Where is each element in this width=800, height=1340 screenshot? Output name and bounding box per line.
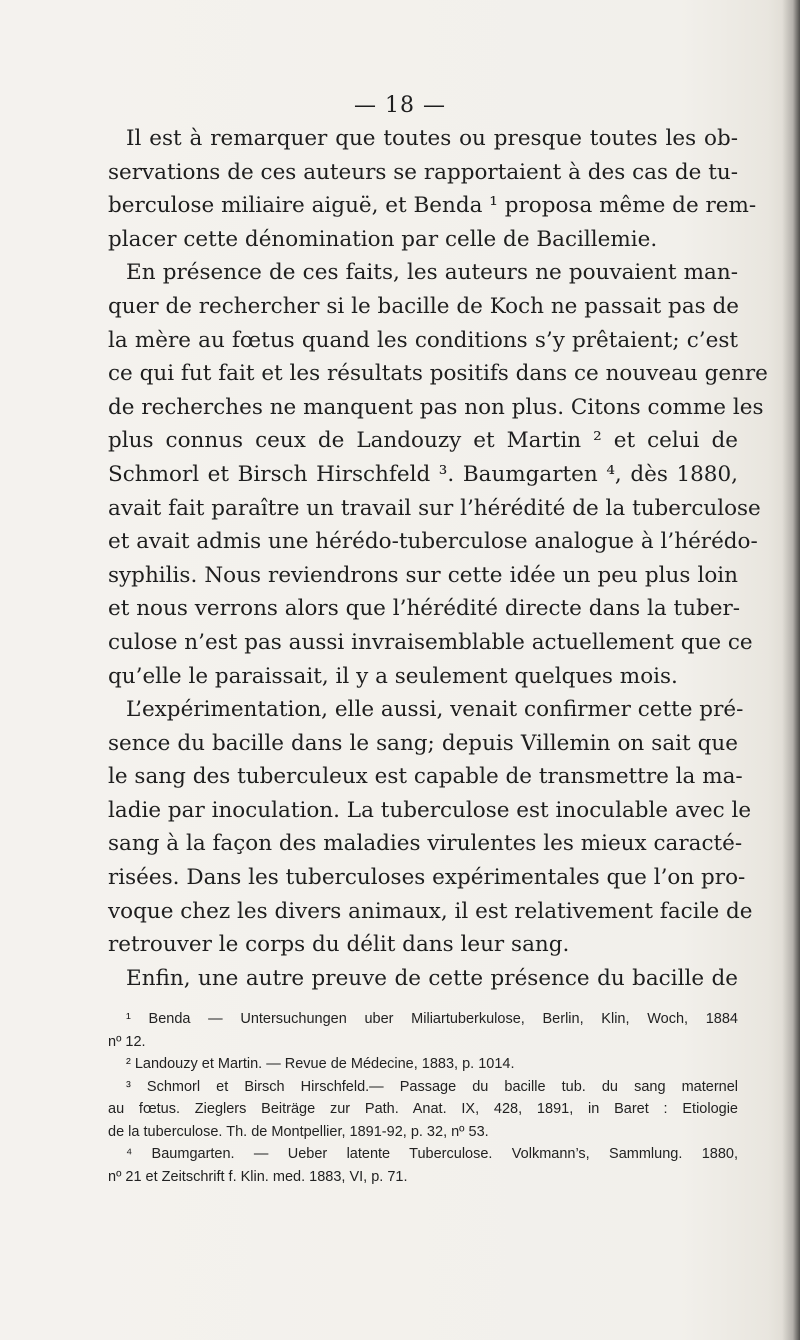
body-line: syphilis. Nous reviendrons sur cette idée un peu plus loin bbox=[108, 562, 738, 588]
body-line: ce qui fut fait et les résultats positifs dans ce nouveau genre bbox=[108, 361, 768, 387]
body-line: et nous verrons alors que l’hérédité directe dans la tuber- bbox=[108, 596, 741, 622]
body-line: Schmorl et Birsch Hirschfeld ³. Baumgarten ⁴, dès 1880, bbox=[108, 461, 738, 487]
body-line: Enfin, une autre preuve de cette présence du bacille de bbox=[126, 965, 738, 991]
body-text bbox=[108, 122, 768, 995]
body-line: Il est à remarquer que toutes ou presque toutes les ob- bbox=[126, 126, 738, 151]
body-line: plus connus ceux de Landouzy et Martin ² et celui de bbox=[108, 428, 738, 454]
body-line: placer cette dénomination par celle de Bacillemie. bbox=[108, 226, 658, 252]
body-line: retrouver le corps du délit dans leur sang. bbox=[108, 932, 570, 958]
body-line: avait fait paraître un travail sur l’hérédité de la tuberculose bbox=[108, 495, 761, 521]
footnote-line: nº 21 et Zeitschrift f. Klin. med. 1883, VI, p. 71. bbox=[108, 1168, 408, 1185]
footnote-line: ³ Schmorl et Birsch Hirschfeld.— Passage du bacille tub. du sang maternel bbox=[126, 1078, 738, 1095]
footnote-line: au fœtus. Zieglers Beiträge zur Path. Anat. IX, 428, 1891, in Baret : Etiologie bbox=[108, 1101, 738, 1117]
body-line: ladie par inoculation. La tuberculose est inoculable avec le bbox=[108, 797, 752, 823]
body-line: la mère au fœtus quand les conditions s’y prêtaient; c’est bbox=[108, 327, 738, 353]
body-line: quer de rechercher si le bacille de Koch ne passait pas de bbox=[108, 293, 739, 319]
footnote-line: ¹ Benda — Untersuchungen uber Miliartuberkulose, Berlin, Klin, Woch, 1884 bbox=[126, 1011, 738, 1027]
body-line: En présence de ces faits, les auteurs ne pouvaient man- bbox=[126, 260, 738, 286]
footnotes bbox=[108, 1008, 738, 1188]
body-line: servations de ces auteurs se rapportaient à des cas de tu- bbox=[108, 159, 738, 185]
body-line: et avait admis une hérédo-tuberculose analogue à l’hérédo- bbox=[108, 529, 758, 555]
body-line: le sang des tuberculeux est capable de transmettre la ma- bbox=[108, 764, 743, 790]
body-line: culose n’est pas aussi invraisemblable actuellement que ce bbox=[108, 629, 753, 655]
page-number: — 18 — bbox=[354, 93, 446, 118]
footnote-line: nº 12. bbox=[108, 1033, 146, 1050]
body-line: qu’elle le paraissait, il y a seulement quelques mois. bbox=[108, 663, 678, 689]
body-line: sang à la façon des maladies virulentes les mieux caracté- bbox=[108, 831, 743, 857]
footnote-line: ⁴ Baumgarten. — Ueber latente Tuberculose. Volkmann’s, Sammlung. 1880, bbox=[126, 1146, 738, 1162]
body-line: de recherches ne manquent pas non plus. Citons comme les bbox=[108, 394, 764, 420]
page-edge-shadow bbox=[782, 0, 800, 1340]
footnote-line: ² Landouzy et Martin. — Revue de Médecine, 1883, p. 1014. bbox=[126, 1056, 515, 1072]
body-line: risées. Dans les tuberculoses expérimentales que l’on pro- bbox=[108, 865, 746, 891]
body-line: sence du bacille dans le sang; depuis Villemin on sait que bbox=[108, 730, 738, 756]
body-line: voque chez les divers animaux, il est relativement facile de bbox=[108, 898, 753, 924]
body-line: L’expérimentation, elle aussi, venait confirmer cette pré- bbox=[126, 697, 744, 723]
body-line: berculose miliaire aiguë, et Benda ¹ proposa même de rem- bbox=[108, 193, 757, 219]
footnote-line: de la tuberculose. Th. de Montpellier, 1891-92, p. 32, nº 53. bbox=[108, 1123, 489, 1140]
